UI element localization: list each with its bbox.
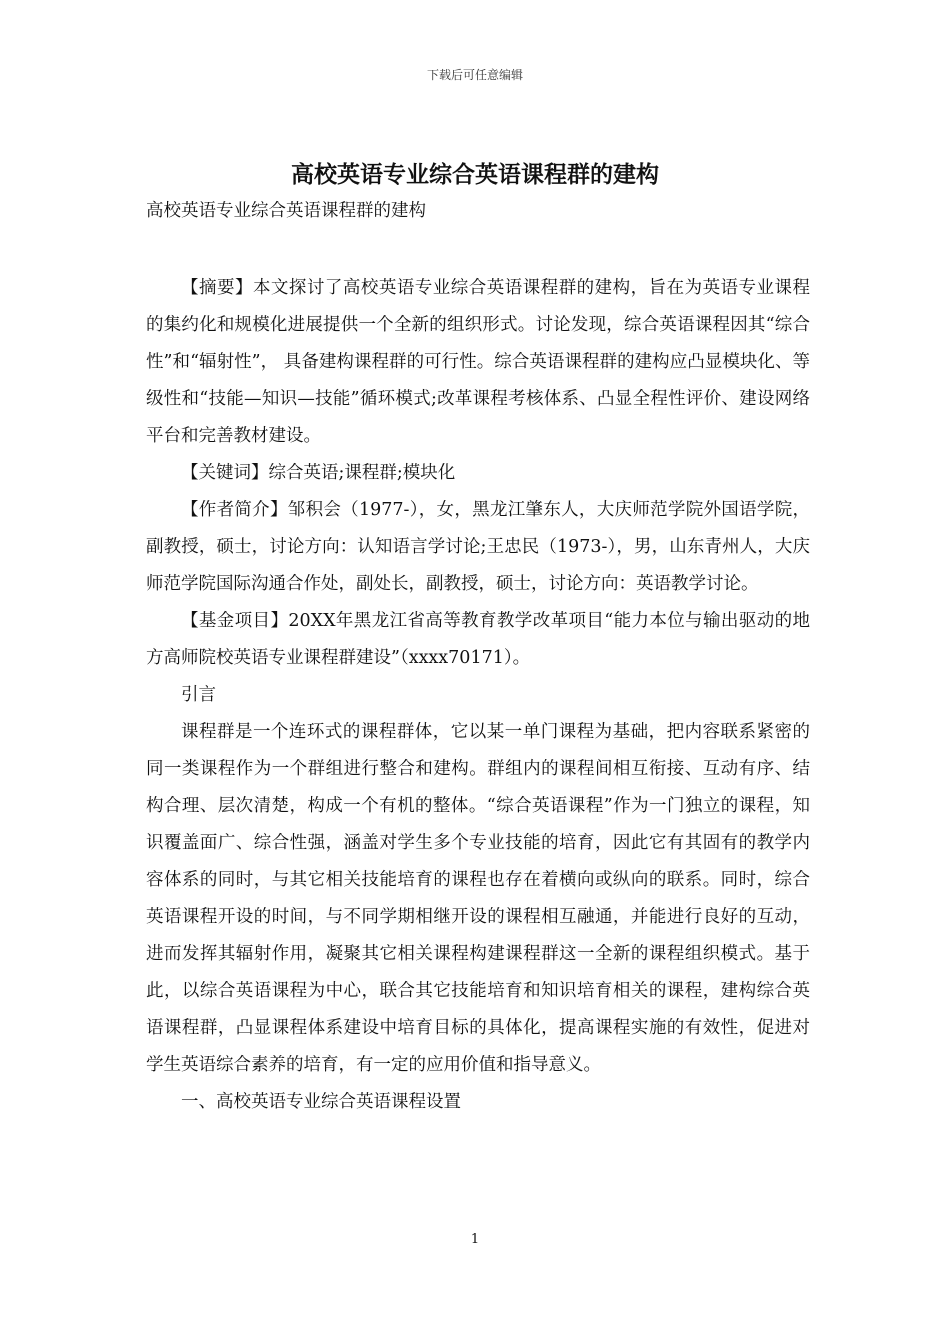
document-body [146,193,810,1121]
document-title: 高校英语专业综合英语课程群的建构 [291,161,659,188]
abstract-paragraph: 【摘要】本文探讨了高校英语专业综合英语课程群的建构，旨在为英语专业课程的集约化和规模化进展提供一个全新的组织形式。讨论发现，综合英语课程因其“综合性”和“辐射性”， 具备建构课程群的可行性。综合英语课程群的建构应凸显模块化、等级性和“技能—知识—技能”循环模式;改革课程考核体系、凸显全程性评价、建设网络平台和完善教材建设。 [146,278,810,446]
section-heading-1: 一、高校英语专业综合英语课程设置 [181,1092,461,1112]
page-number: 1 [470,1232,480,1247]
introduction-heading: 引言 [181,685,216,705]
keywords-paragraph: 【关键词】综合英语;课程群;模块化 [181,463,456,483]
document-subtitle: 高校英语专业综合英语课程群的建构 [146,201,426,221]
introduction-paragraph: 课程群是一个连环式的课程群体，它以某一单门课程为基础，把内容联系紧密的同一类课程作为一个群组进行整合和建构。群组内的课程间相互衔接、互动有序、结构合理、层次清楚，构成一个有机的整体。“综合英语课程”作为一门独立的课程，知识覆盖面广、综合性强，涵盖对学生多个专业技能的培育，因此它有其固有的教学内容体系的同时，与其它相关技能培育的课程也存在着横向或纵向的联系。同时，综合英语课程开设的时间，与不同学期相继开设的课程相互融通，并能进行良好的互动，进而发挥其辐射作用，凝聚其它相关课程构建课程群这一全新的课程组织模式。基于此，以综合英语课程为中心，联合其它技能培育和知识培育相关的课程，建构综合英语课程群，凸显课程体系建设中培育目标的具体化，提高课程实施的有效性，促进对学生英语综合素养的培育，有一定的应用价值和指导意义。 [146,722,810,1075]
header-note: 下载后可任意编辑 [426,68,523,82]
funding-paragraph: 【基金项目】20XX年黑龙江省高等教育教学改革项目“能力本位与输出驱动的地方高师院校英语专业课程群建设”（xxxx70171）。 [146,611,810,668]
author-bio-paragraph: 【作者简介】邹积会（1977-），女，黑龙江肇东人，大庆师范学院外国语学院，副教授，硕士，讨论方向：认知语言学讨论;王忠民（1973-），男，山东青州人，大庆师范学院国际沟通合作处，副处长，副教授，硕士，讨论方向：英语教学讨论。 [146,500,810,594]
